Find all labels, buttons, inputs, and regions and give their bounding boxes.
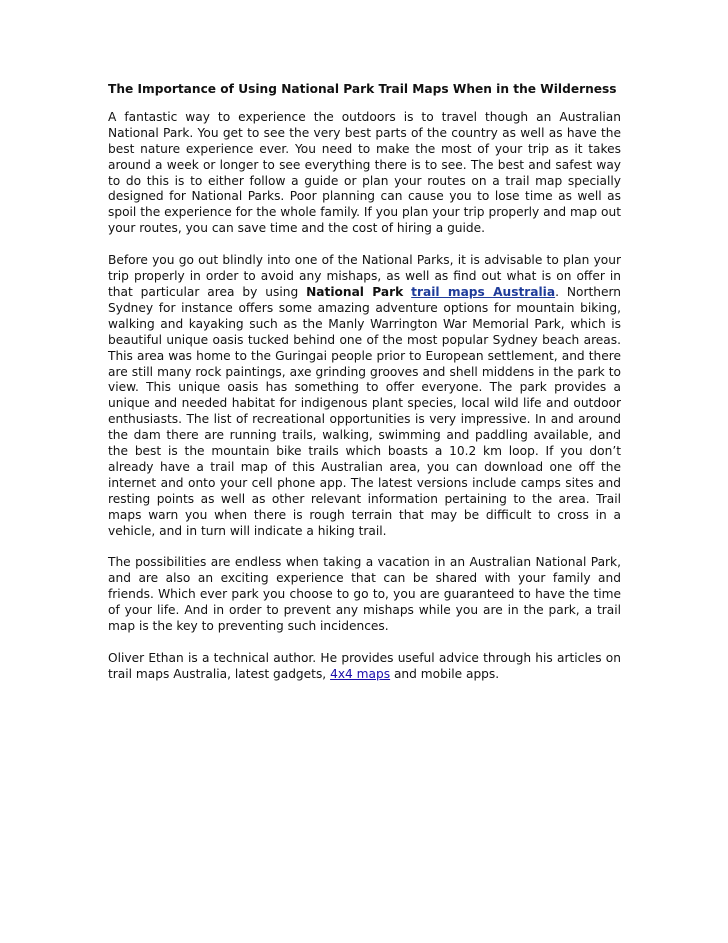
paragraph-planning-text-after: . Northern Sydney for instance offers some amazing adventure options for mountain biking, walking and kayaking such as the Manly Warrington War Memorial Park, which is beautiful unique oasis tucked behind one of the most popular Sydney beach areas. This area was home to the Guringai people prior to European settlement, and there are still many rock paintings, axe grinding grooves and shell middens in the park to view. This unique oasis has something to offer everyone. The park provides a unique and needed habitat for indigenous plant species, local wild life and outdoor enthusiasts. The list of recreational opportunities is very impressive. In and around the dam there are running trails, walking, swimming and paddling available, and the best is the mountain bike trails which boasts a 10.2 km loop. If you don’t already have a trail map of this Australian area, you can download one off the internet and onto your cell phone app. The latest versions include camps sites and resting points as well as other relevant information pertaining to the area. Trail maps warn you when there is rough terrain that may be difficult to cross in a vehicle, and in turn will indicate a hiking trail. <box>108 284 622 538</box>
author-bio-text-before: Oliver Ethan is a technical author. He provides useful advice through his articles on trail maps Australia, latest gadgets, <box>108 651 621 681</box>
national-park-bold-text: National Park <box>306 284 404 299</box>
document-title: The Importance of Using National Park Trail Maps When in the Wilderness <box>108 82 617 96</box>
paragraph-author-bio <box>108 651 621 683</box>
paragraph-planning-space <box>403 285 411 299</box>
document-page <box>108 82 621 699</box>
paragraph-intro: A fantastic way to experience the outdoors is to travel though an Australian National Park. You get to see the very best parts of the country as well as have the best nature experience ever. You need to make the most of your trip as it takes around a week or longer to see everything there is to see. The best and safest way to do this is to either follow a guide or plan your routes on a trail map specially designed for National Parks. Poor planning can cause you to lose time as well as spoil the experience for the whole family. If you plan your trip properly and map out your routes, you can save time and the cost of hiring a guide. <box>108 109 621 236</box>
author-bio-text-after: and mobile apps. <box>390 666 500 681</box>
paragraph-planning <box>108 253 621 539</box>
4x4-maps-link[interactable]: 4x4 maps <box>330 666 391 681</box>
paragraph-possibilities: The possibilities are endless when taking a vacation in an Australian National Park, and are also an exciting experience that can be shared with your family and friends. Which ever park you choose to go to, you are guaranteed to have the time of your life. And in order to prevent any mishaps while you are in the park, a trail map is the key to preventing such incidences. <box>108 555 621 634</box>
paragraph-planning-text-before: Before you go out blindly into one of the National Parks, it is advisable to plan your trip properly in order to avoid any mishaps, as well as find out what is on offer in that particular area by using <box>108 253 621 299</box>
trail-maps-australia-link[interactable]: trail maps Australia <box>411 284 556 299</box>
